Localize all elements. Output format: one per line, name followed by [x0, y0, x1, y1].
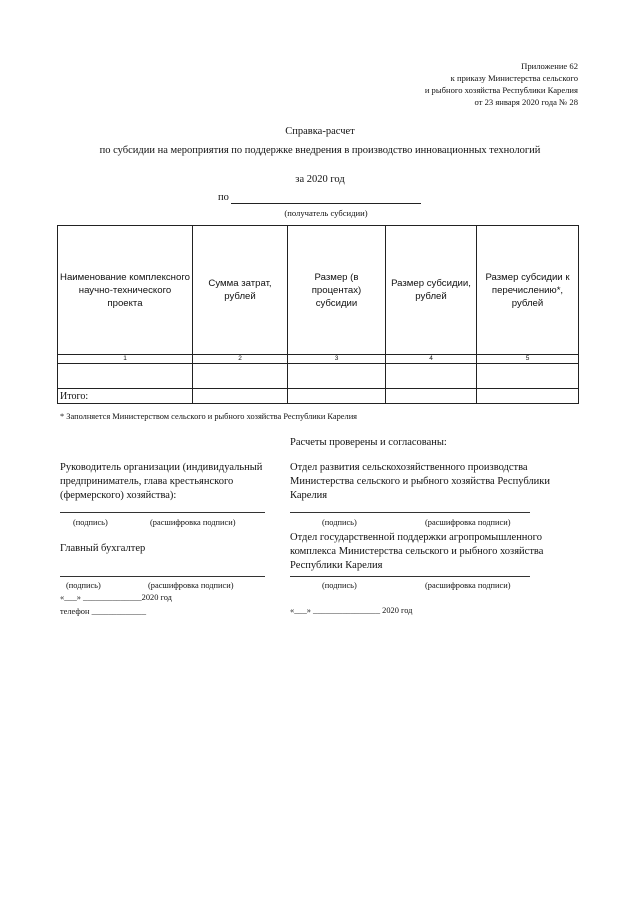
header-costs: Сумма затрат, рублей	[193, 226, 288, 355]
footnote: * Заполняется Министерством сельского и рыбного хозяйства Республики Карелия	[60, 412, 358, 421]
signature-decode-caption: (расшифровка подписи)	[150, 518, 236, 527]
verified-label: Расчеты проверены и согласованы:	[290, 437, 447, 448]
date-line: «___» ________________ 2020 год	[290, 606, 413, 615]
recipient-note: (получатель субсидии)	[284, 208, 368, 218]
signature-line	[290, 576, 530, 577]
chief-accountant-label: Главный бухгалтер	[60, 543, 146, 554]
table-total-row	[58, 389, 579, 404]
year-line: за 2020 год	[295, 174, 345, 185]
dept-support-label: Отдел государственной поддержки агропромышленного комплекса Министерства сельского и рыбного хозяйства Республики Карелия	[290, 532, 544, 571]
header-subsidy-amount: Размер субсидии, рублей	[386, 226, 477, 355]
subsidy-table	[57, 225, 579, 404]
signature-caption: (подпись)	[322, 581, 357, 590]
dept-development-label: Отдел развития сельскохозяйственного производства Министерства сельского и рыбного хозяйства Республики Карелия	[290, 462, 550, 501]
header-subsidy-transfer: Размер субсидии к перечислению*, рублей	[477, 226, 579, 355]
document-subtitle: по субсидии на мероприятия по поддержке внедрения в производство инновационных технологий	[99, 145, 541, 156]
table-cell[interactable]	[193, 389, 288, 404]
table-cell[interactable]	[288, 389, 386, 404]
date-line: «___» ______________2020 год	[60, 593, 172, 602]
appendix-line-3: и рыбного хозяйства Республики Карелия	[424, 85, 578, 95]
col-number-4: 4	[386, 355, 477, 364]
org-head-label: Руководитель организации (индивидуальный предприниматель, глава крестьянского (фермерского) хозяйства):	[60, 462, 263, 501]
document-title: Справка-расчет	[285, 126, 355, 137]
appendix-line-1: Приложение 62	[521, 61, 578, 71]
total-label: Итого:	[58, 389, 193, 404]
appendix-header	[425, 60, 578, 108]
col-number-1: 1	[58, 355, 193, 364]
table-cell[interactable]	[477, 364, 579, 389]
signature-caption: (подпись)	[66, 581, 101, 590]
col-number-3: 3	[288, 355, 386, 364]
table-row	[58, 364, 579, 389]
header-percent: Размер (в процентах) субсидии	[288, 226, 386, 355]
phone-line: телефон _____________	[60, 607, 147, 616]
signature-line	[60, 576, 265, 577]
col-number-2: 2	[193, 355, 288, 364]
table-cell[interactable]	[58, 364, 193, 389]
table-cell[interactable]	[477, 389, 579, 404]
appendix-line-4: от 23 января 2020 года № 28	[474, 97, 578, 107]
table-header-row	[58, 226, 579, 355]
signature-line	[60, 512, 265, 513]
table-number-row	[58, 355, 579, 364]
signature-decode-caption: (расшифровка подписи)	[425, 581, 511, 590]
signature-decode-caption: (расшифровка подписи)	[148, 581, 234, 590]
header-project-name: Наименование комплексного научно-технического проекта	[58, 226, 193, 355]
table-cell[interactable]	[288, 364, 386, 389]
table-cell[interactable]	[386, 389, 477, 404]
signature-caption: (подпись)	[322, 518, 357, 527]
signature-line	[290, 512, 530, 513]
col-number-5: 5	[477, 355, 579, 364]
po-label: по	[218, 192, 229, 203]
table-cell[interactable]	[193, 364, 288, 389]
signature-caption: (подпись)	[73, 518, 108, 527]
table-cell[interactable]	[386, 364, 477, 389]
appendix-line-2: к приказу Министерства сельского	[450, 73, 578, 83]
recipient-field-line	[231, 203, 421, 204]
signature-decode-caption: (расшифровка подписи)	[425, 518, 511, 527]
